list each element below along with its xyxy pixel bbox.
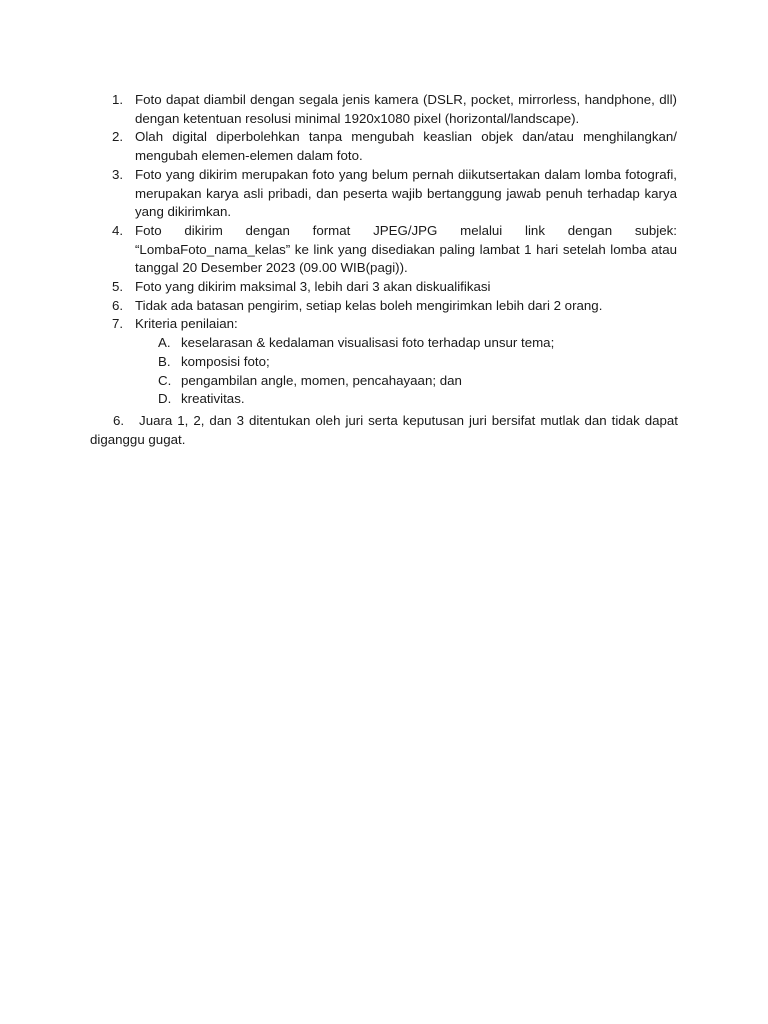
list-item <box>0 222 677 278</box>
closing-note-number: 6. <box>113 413 125 428</box>
criteria-text: keselarasan & kedalaman visualisasi foto terhadap unsur tema; <box>181 335 555 351</box>
criteria-text: komposisi foto; <box>181 353 270 369</box>
criteria-letter: D. <box>158 391 172 407</box>
rules-list <box>0 91 768 409</box>
criteria-item <box>0 334 661 353</box>
closing-note-text <box>90 412 678 449</box>
criteria-text: pengambilan angle, momen, pencahayaan; dan <box>181 372 462 388</box>
list-number: 7. <box>112 316 124 332</box>
criteria-item <box>0 353 661 372</box>
list-item <box>0 91 677 128</box>
criteria-text: kreativitas. <box>181 391 245 407</box>
list-text: Foto dapat diambil dengan segala jenis kamera (DSLR, pocket, mirrorless, handphone, dll) dengan ketentuan resolusi minimal 1920x1080 pixel (horizontal/landscape). <box>135 92 677 126</box>
criteria-letter: C. <box>158 372 172 388</box>
list-item <box>0 315 677 334</box>
list-text: Kriteria penilaian: <box>135 316 238 332</box>
criteria-item <box>0 390 661 409</box>
list-text: Foto yang dikirim maksimal 3, lebih dari 3 akan diskualifikasi <box>135 279 491 295</box>
list-item <box>0 297 677 316</box>
list-number: 1. <box>112 92 124 107</box>
list-text: Foto dikirim dengan format JPEG/JPG melalui link dengan subjek: “LombaFoto_nama_kelas” ke link yang disediakan paling lambat 1 hari setelah lomba atau tanggal 20 Desember 2023 (09.00 WIB(pagi)). <box>135 222 677 276</box>
closing-note <box>90 412 678 449</box>
list-number: 2. <box>112 129 124 145</box>
list-number: 6. <box>112 297 124 313</box>
list-item <box>0 166 677 222</box>
list-text: Foto yang dikirim merupakan foto yang belum pernah diikutsertakan dalam lomba fotografi, merupakan karya asli pribadi, dan peserta wajib bertanggung jawab penuh terhadap karya yang dikirimkan. <box>135 166 677 220</box>
list-text: Olah digital diperbolehkan tanpa mengubah keaslian objek dan/atau menghilangkan/ mengubah elemen-elemen dalam foto. <box>135 129 677 164</box>
list-number: 5. <box>112 279 124 295</box>
closing-note-body: Juara 1, 2, dan 3 ditentukan oleh juri serta keputusan juri bersifat mutlak dan tidak dapat diganggu gugat. <box>90 413 678 447</box>
list-number: 4. <box>112 222 124 238</box>
list-item <box>0 128 677 165</box>
criteria-letter: B. <box>158 353 171 369</box>
list-item <box>0 278 677 297</box>
list-number: 3. <box>112 166 124 182</box>
list-text: Tidak ada batasan pengirim, setiap kelas boleh mengirimkan lebih dari 2 orang. <box>135 297 603 313</box>
criteria-item <box>0 372 661 391</box>
criteria-letter: A. <box>158 335 171 351</box>
